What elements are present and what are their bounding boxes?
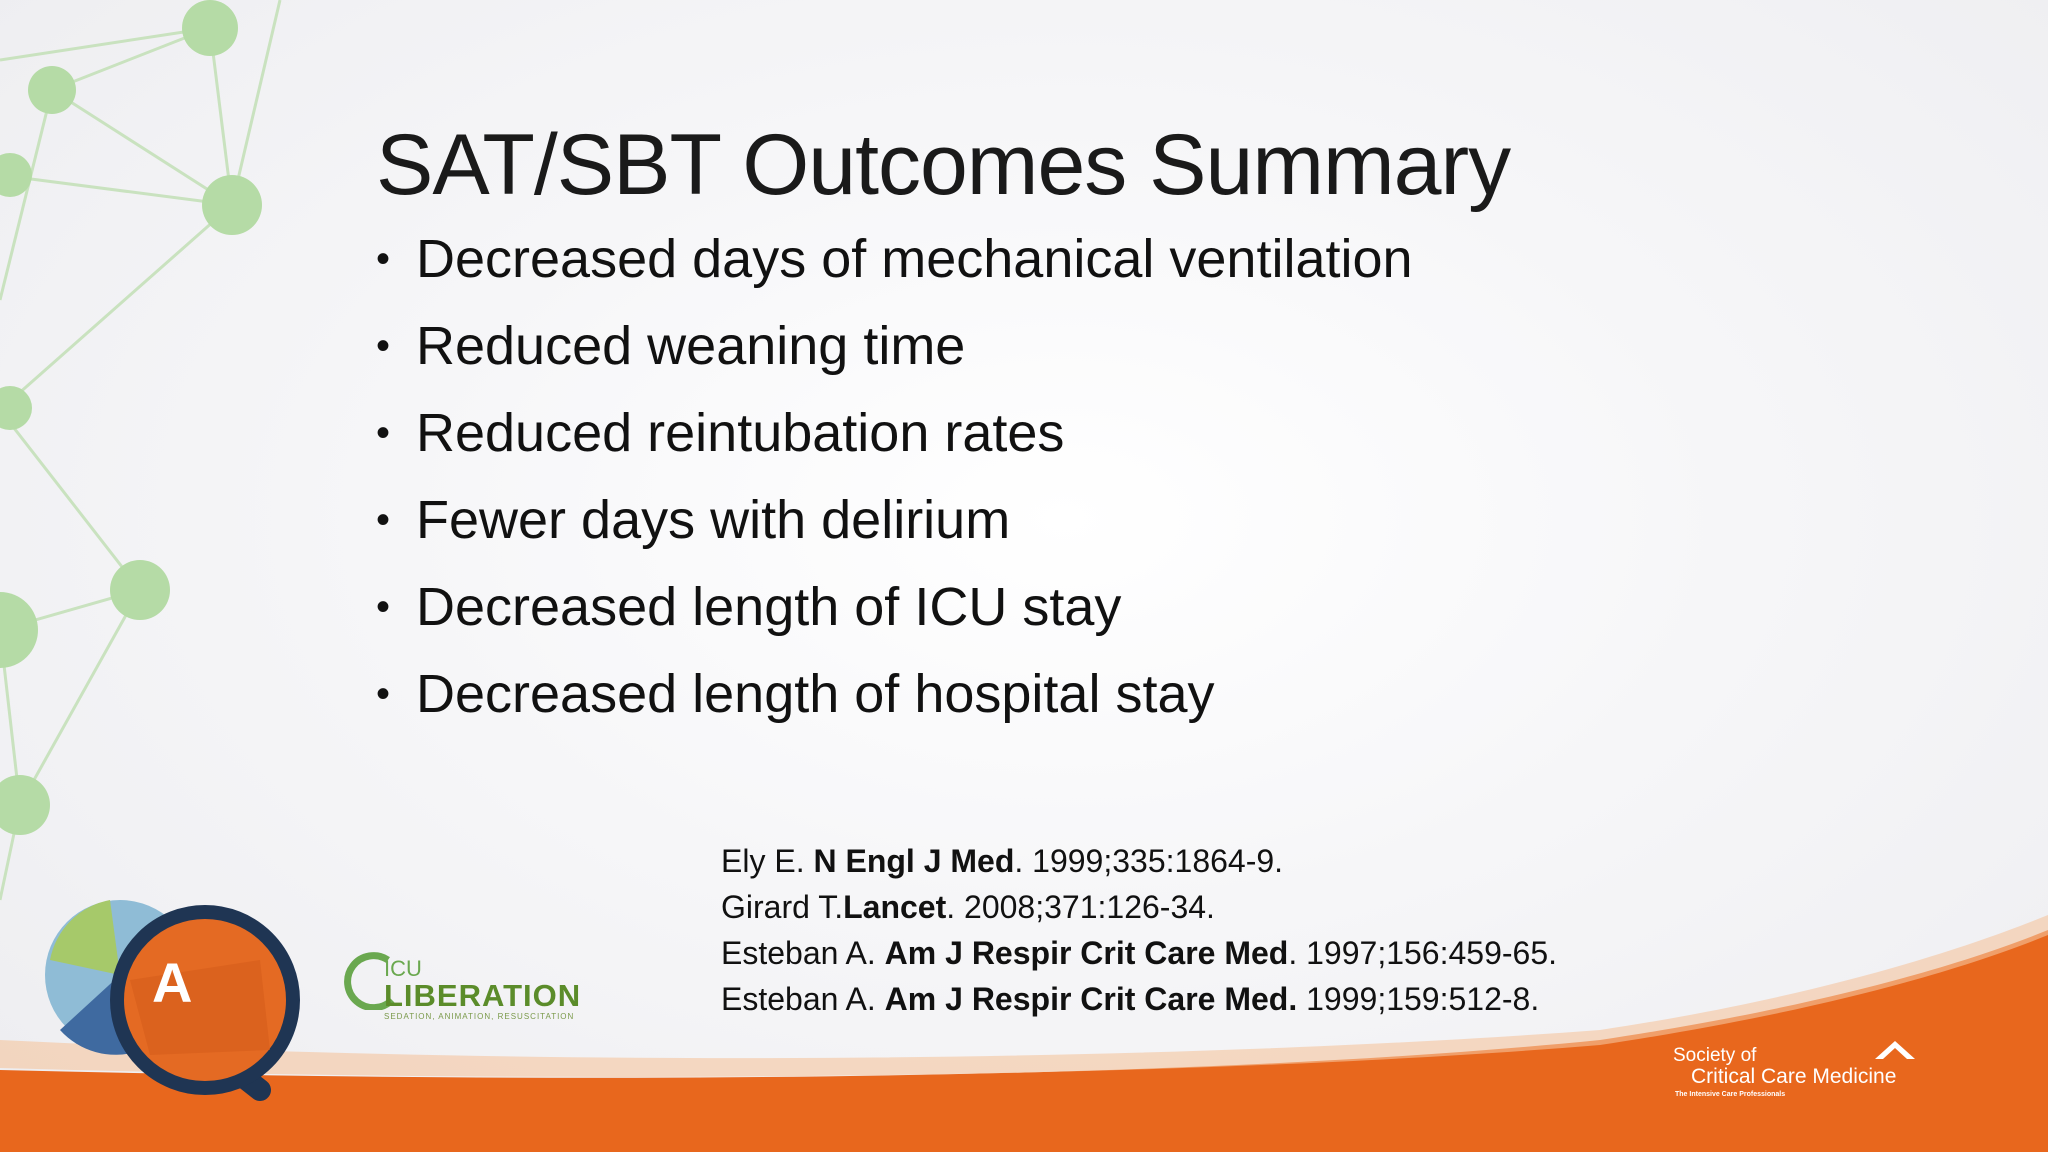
bullet-item <box>376 657 1413 744</box>
ref-journal: Am J Respir Crit Care Med <box>884 935 1289 971</box>
reference-line <box>721 884 1557 930</box>
reference-line <box>721 838 1557 884</box>
bullet-dot: • <box>376 324 391 368</box>
ref-journal: Lancet <box>843 889 947 925</box>
sccm-line-2: Critical Care Medicine <box>1691 1065 1897 1088</box>
bullet-dot: • <box>376 411 391 455</box>
bullet-item <box>376 309 1413 396</box>
sccm-line-3: The Intensive Care Professionals <box>1675 1091 1786 1098</box>
reference-line <box>721 930 1557 976</box>
slide-title: SAT/SBT Outcomes Summary <box>376 116 1511 213</box>
bullet-item <box>376 222 1413 309</box>
bullet-dot: • <box>376 498 391 542</box>
ref-citation: . 1997;156:459-65. <box>1288 935 1558 971</box>
ref-journal: N Engl J Med <box>813 843 1015 879</box>
bullet-dot: • <box>376 237 391 281</box>
bullet-item <box>376 396 1413 483</box>
sccm-line-1: Society of <box>1673 1045 1757 1066</box>
bullet-text: Fewer days with delirium <box>416 490 1011 550</box>
puzzle-letter: A <box>152 951 193 1014</box>
bullet-dot: • <box>376 672 391 716</box>
ref-citation: . 2008;371:126-34. <box>946 889 1215 925</box>
liberation-label: LIBERATION <box>384 978 582 1013</box>
bullet-item <box>376 483 1413 570</box>
bullet-text: Reduced reintubation rates <box>416 403 1065 463</box>
ref-author: Girard T. <box>721 889 844 925</box>
sccm-mountain-icon <box>1873 1039 1917 1061</box>
references <box>721 838 1557 1022</box>
network-lines <box>0 0 280 900</box>
bullet-text: Decreased length of hospital stay <box>416 664 1215 724</box>
reference-line <box>721 976 1557 1022</box>
bullet-text: Decreased length of ICU stay <box>416 577 1122 637</box>
ref-author: Esteban A. <box>721 935 885 971</box>
outcomes-bullet-list <box>376 222 1413 744</box>
ref-author: Esteban A. <box>721 981 885 1017</box>
ref-citation: 1999;159:512-8. <box>1297 981 1540 1017</box>
icu-label: ICU <box>384 956 422 981</box>
ref-journal: Am J Respir Crit Care Med. <box>884 981 1298 1017</box>
ref-citation: . 1999;335:1864-9. <box>1014 843 1284 879</box>
ref-author: Ely E. <box>721 843 814 879</box>
icu-tagline: SEDATION, ANIMATION, RESUSCITATION <box>384 1012 575 1021</box>
bullet-text: Reduced weaning time <box>416 316 966 376</box>
bullet-item <box>376 570 1413 657</box>
sccm-logo <box>1673 1045 1896 1098</box>
bullet-text: Decreased days of mechanical ventilation <box>416 229 1413 289</box>
bullet-dot: • <box>376 585 391 629</box>
